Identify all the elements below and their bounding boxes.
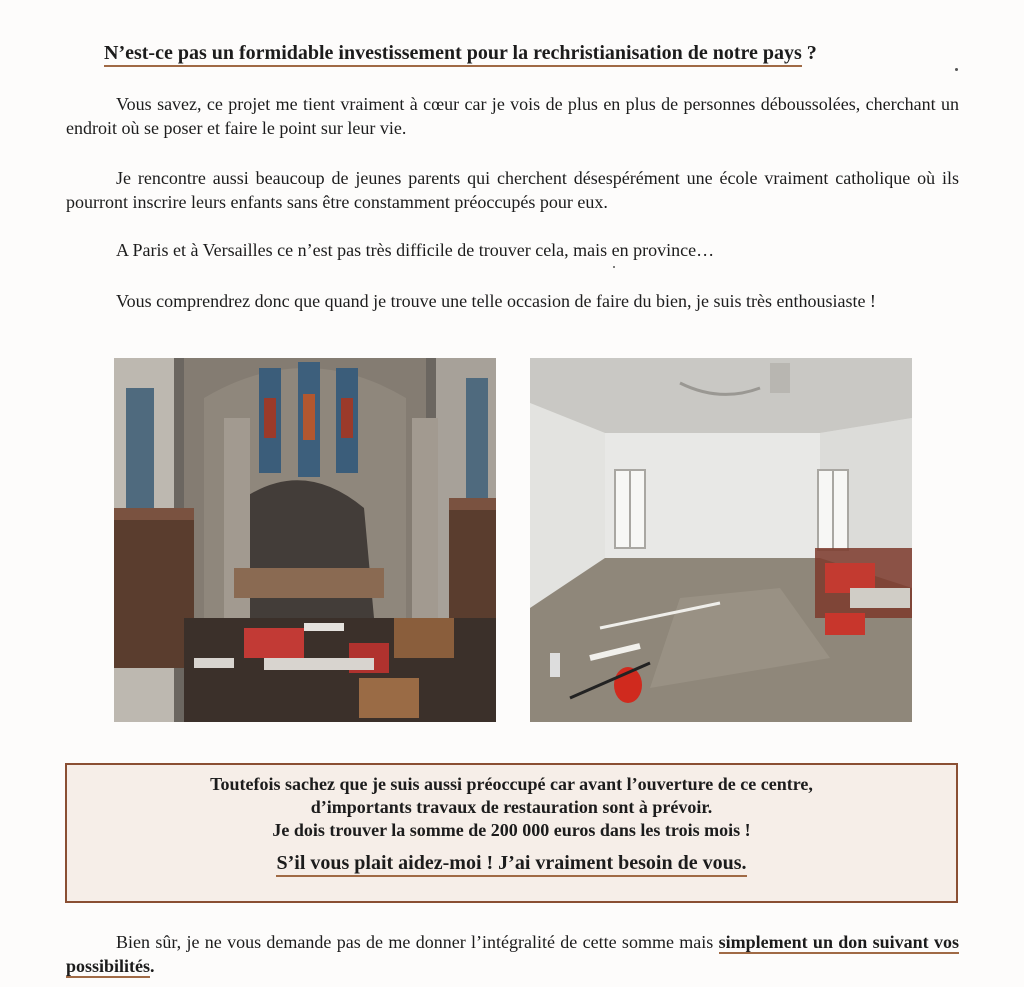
closing-text: Bien sûr, je ne vous demande pas de me donner l’intégralité de cette somme mais [116,932,714,952]
paragraph-4: Vous comprendrez donc que quand je trouve une telle occasion de faire du bien, je suis très enthousiaste ! [116,291,876,311]
appeal-callout-box [65,763,958,903]
closing-emphasis: simplement un don suivant vos possibilités [66,932,960,976]
title-text: N’est-ce pas un formidable investissement pour la rechristianisation de notre pays [104,42,802,67]
church-interior-photo [114,358,496,722]
closing-period: . [150,956,155,976]
paragraph-2: Je rencontre aussi beaucoup de jeunes parents qui cherchent désespérément une école vraiment catholique où ils pourront inscrire leurs enfants sans être constamment préoccupés pour eux. [66,168,959,212]
paragraph-1: Vous savez, ce projet me tient vraiment à cœur car je vois de plus en plus de personnes déboussolées, cherchant un endroit où se poser et faire le point sur leur vie. [66,94,959,138]
callout-line-1: Toutefois sachez que je suis aussi préoccupé car avant l’ouverture de ce centre, [210,774,813,794]
callout-line-3: Je dois trouver la somme de 200 000 euros dans les trois mois ! [272,820,751,840]
page-title [104,42,924,65]
callout-plea-text: S’il vous plait aidez-moi ! J’ai vraiment besoin de vous. [276,852,746,877]
closing-paragraph [66,930,959,978]
callout-plea [67,852,956,875]
callout-line-2: d’importants travaux de restauration sont à prévoir. [310,797,713,817]
scan-speck [613,266,615,268]
title-question-mark: ? [806,42,817,64]
paragraph-3: A Paris et à Versailles ce n’est pas très difficile de trouver cela, mais en province… [116,240,715,260]
empty-room-photo [530,358,912,722]
scan-speck [955,68,958,71]
